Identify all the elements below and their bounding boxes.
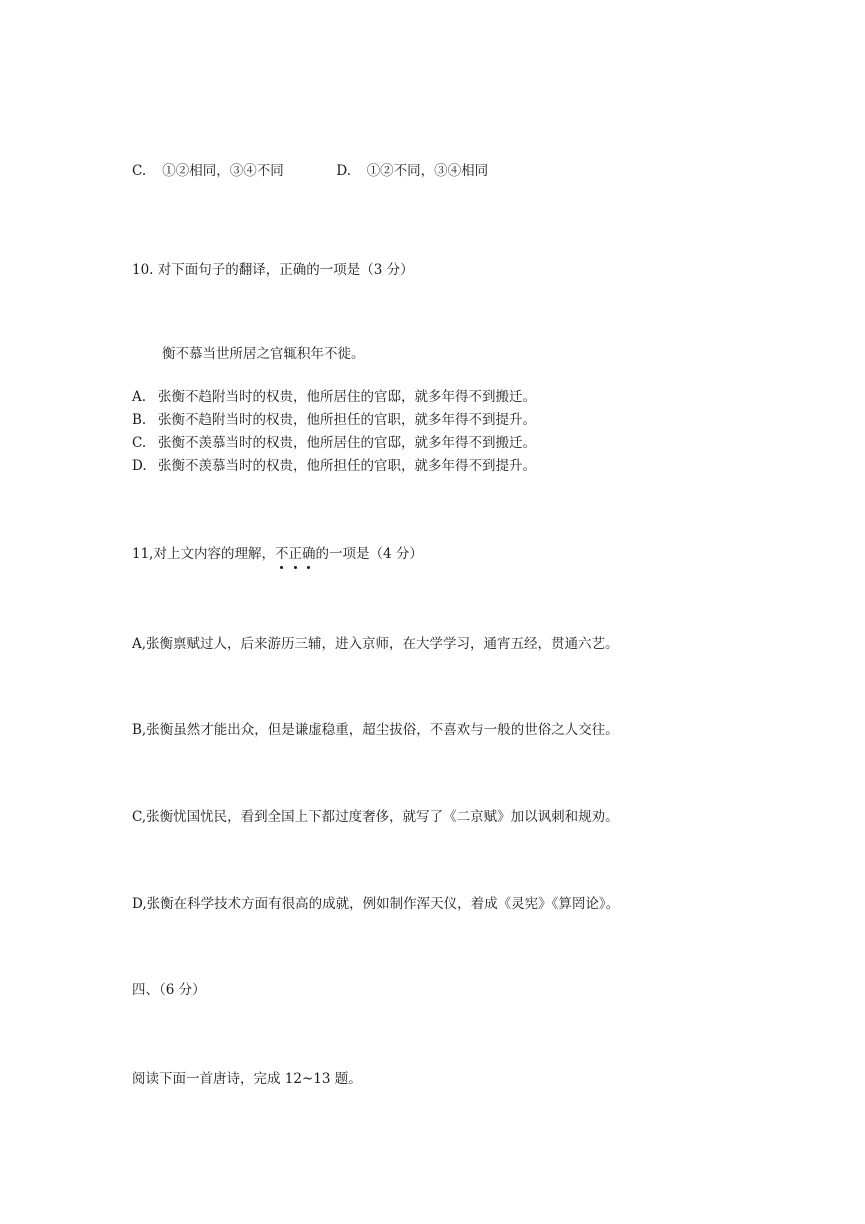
- q10-option-b: [132, 411, 536, 429]
- q10-option-a: [132, 388, 536, 406]
- section-4-heading: 四、（6 分）: [132, 982, 206, 998]
- section-4-instruction: 阅读下面一首唐诗，完成 12~13 题。: [132, 1071, 362, 1087]
- q9-option-c-text: ①②相同，③④不同: [162, 163, 284, 179]
- q10-sentence: 衡不慕当世所居之官辄积年不徙。: [162, 346, 365, 362]
- emphasis-char: 不: [275, 546, 289, 562]
- q11-stem-suffix: 的一项是（4 分）: [315, 546, 423, 562]
- q11-option-c: C,张衡忧国忧民，看到全国上下都过度奢侈，就写了《二京赋》加以讽刺和规劝。: [132, 809, 619, 825]
- q10-stem: 10. 对下面句子的翻译，正确的一项是（3 分）: [132, 262, 414, 278]
- option-label: A.: [132, 389, 147, 405]
- emphasis-char: 确: [302, 546, 316, 562]
- option-label: D.: [132, 458, 147, 474]
- option-label: B.: [132, 412, 147, 428]
- q9-options-cd: [132, 162, 488, 180]
- emphasis-dot: [280, 566, 283, 569]
- emphasis-char: 正: [288, 546, 302, 562]
- q10-option-d: [132, 457, 536, 475]
- option-text: 张衡不趋附当时的权贵，他所居住的官邸，就多年得不到搬迁。: [158, 389, 536, 405]
- option-text: 张衡不羡慕当时的权贵，他所担任的官职，就多年得不到提升。: [158, 458, 536, 474]
- option-text: 张衡不趋附当时的权贵，他所担任的官职，就多年得不到提升。: [158, 412, 536, 428]
- q9-option-c-label: C.: [132, 163, 147, 179]
- q11-option-a: A,张衡禀赋过人，后来游历三辅，进入京师，在大学学习，通宵五经，贯通六艺。: [132, 636, 619, 652]
- emphasis-dot: [294, 566, 297, 569]
- q9-option-d-text: ①②不同，③④相同: [366, 163, 489, 179]
- option-text: 张衡不羡慕当时的权贵，他所居住的官邸，就多年得不到搬迁。: [158, 435, 536, 451]
- q11-option-b: B,张衡虽然才能出众，但是谦虚稳重，超尘拔俗，不喜欢与一般的世俗之人交往。: [132, 722, 619, 738]
- q11-stem-prefix: 11,对上文内容的理解，: [132, 546, 275, 562]
- q9-option-d-label: D.: [336, 163, 352, 179]
- q11-option-d: D,张衡在科学技术方面有很高的成就，例如制作浑天仪，着成《灵宪》《算罔论》。: [132, 896, 620, 912]
- option-label: C.: [132, 435, 147, 451]
- q11-stem: [132, 545, 423, 563]
- q10-option-c: [132, 434, 536, 452]
- emphasis-dot: [307, 566, 310, 569]
